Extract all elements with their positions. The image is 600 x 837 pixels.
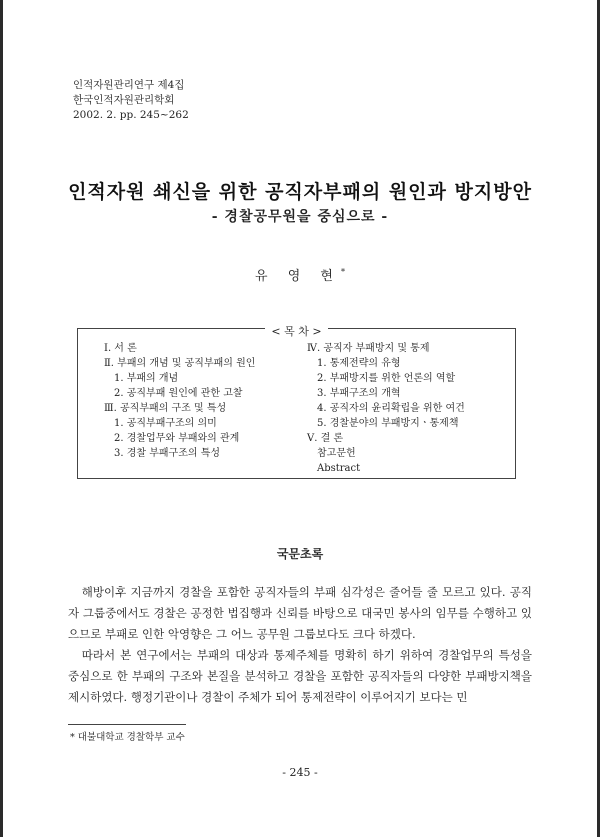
author-footnote-mark: * [340,267,345,277]
abstract-heading: 국문초록 [276,547,324,561]
toc-entry: Ⅲ. 공직부패의 구조 및 특성 [104,403,227,414]
paper-title: 인적자원 쇄신을 위한 공직자부패의 원인과 방지방안 [68,181,532,203]
toc-entry: 2. 공직부패 원인에 관한 고찰 [114,388,243,399]
toc-entry: Ⅴ. 결 론 [307,433,344,444]
author [0,265,600,284]
footnote: * 대불대학교 경찰학부 교수 [70,732,185,743]
toc-entry: 5. 경찰분야의 부패방지ㆍ통제책 [317,418,459,429]
toc-entry: Ⅱ. 부패의 개념 및 공직부패의 원인 [104,358,256,369]
toc-entry: 2. 부패방지를 위한 언론의 역할 [317,373,456,384]
abstract-paragraph: 따라서 본 연구에서는 부패의 대상과 통제주체를 명확히 하기 위하여 경찰업무의 특성을 중심으로 한 부패의 구조와 본질을 분석하고 경찰을 포함한 공직자들의 다양한 부패방지책을 제시하였다. 행정기관이나 경찰이 주체가 되어 통제전략이 이루어지기 보다는 민 [68,648,532,704]
page-number: - 245 - [282,766,318,779]
toc-entry: 3. 부패구조의 개혁 [317,388,401,399]
toc-entry: Abstract [317,463,361,474]
journal-name: 인적자원관리연구 제4집 [73,79,185,91]
toc-left-column [104,341,255,461]
society-name: 한국인적자원관리학회 [73,94,175,106]
abstract-body [68,582,532,708]
toc-entry: Ⅳ. 공직자 부패방지 및 통제 [307,343,430,354]
toc-heading: < 목 차 > [265,325,327,338]
issue-pages: 2002. 2. pp. 245~262 [73,109,189,121]
abstract-paragraph: 해방이후 지금까지 경찰을 포함한 공직자들의 부패 심각성은 줄어들 줄 모르고 있다. 공직자 그룹중에서도 경찰은 공정한 법집행과 신뢰를 바탕으로 대국민 봉사의 임무를 수행하고 있으므로 부패로 인한 악영향은 그 어느 공무원 그룹보다도 크다 하겠다. [68,585,532,641]
toc-entry: 참고문헌 [317,448,356,459]
toc-entry: 1. 통제전략의 유형 [317,358,401,369]
table-of-contents [77,325,516,479]
journal-info [73,78,189,123]
toc-entry: 2. 경찰업무와 부패와의 관계 [114,433,240,444]
paper-subtitle: - 경찰공무원을 중심으로 - [211,209,389,225]
scan-edge-left [0,0,3,837]
toc-entry: 1. 공직부패구조의 의미 [114,418,217,429]
toc-entry: 1. 부패의 개념 [114,373,179,384]
author-name: 유 영 현 [255,269,341,284]
toc-right-column [307,341,465,476]
footnote-divider [68,724,186,725]
toc-entry: 3. 경찰 부패구조의 특성 [114,448,221,459]
toc-entry: Ⅰ. 서 론 [104,343,137,354]
toc-entry: 4. 공직자의 윤리확립을 위한 여건 [317,403,465,414]
